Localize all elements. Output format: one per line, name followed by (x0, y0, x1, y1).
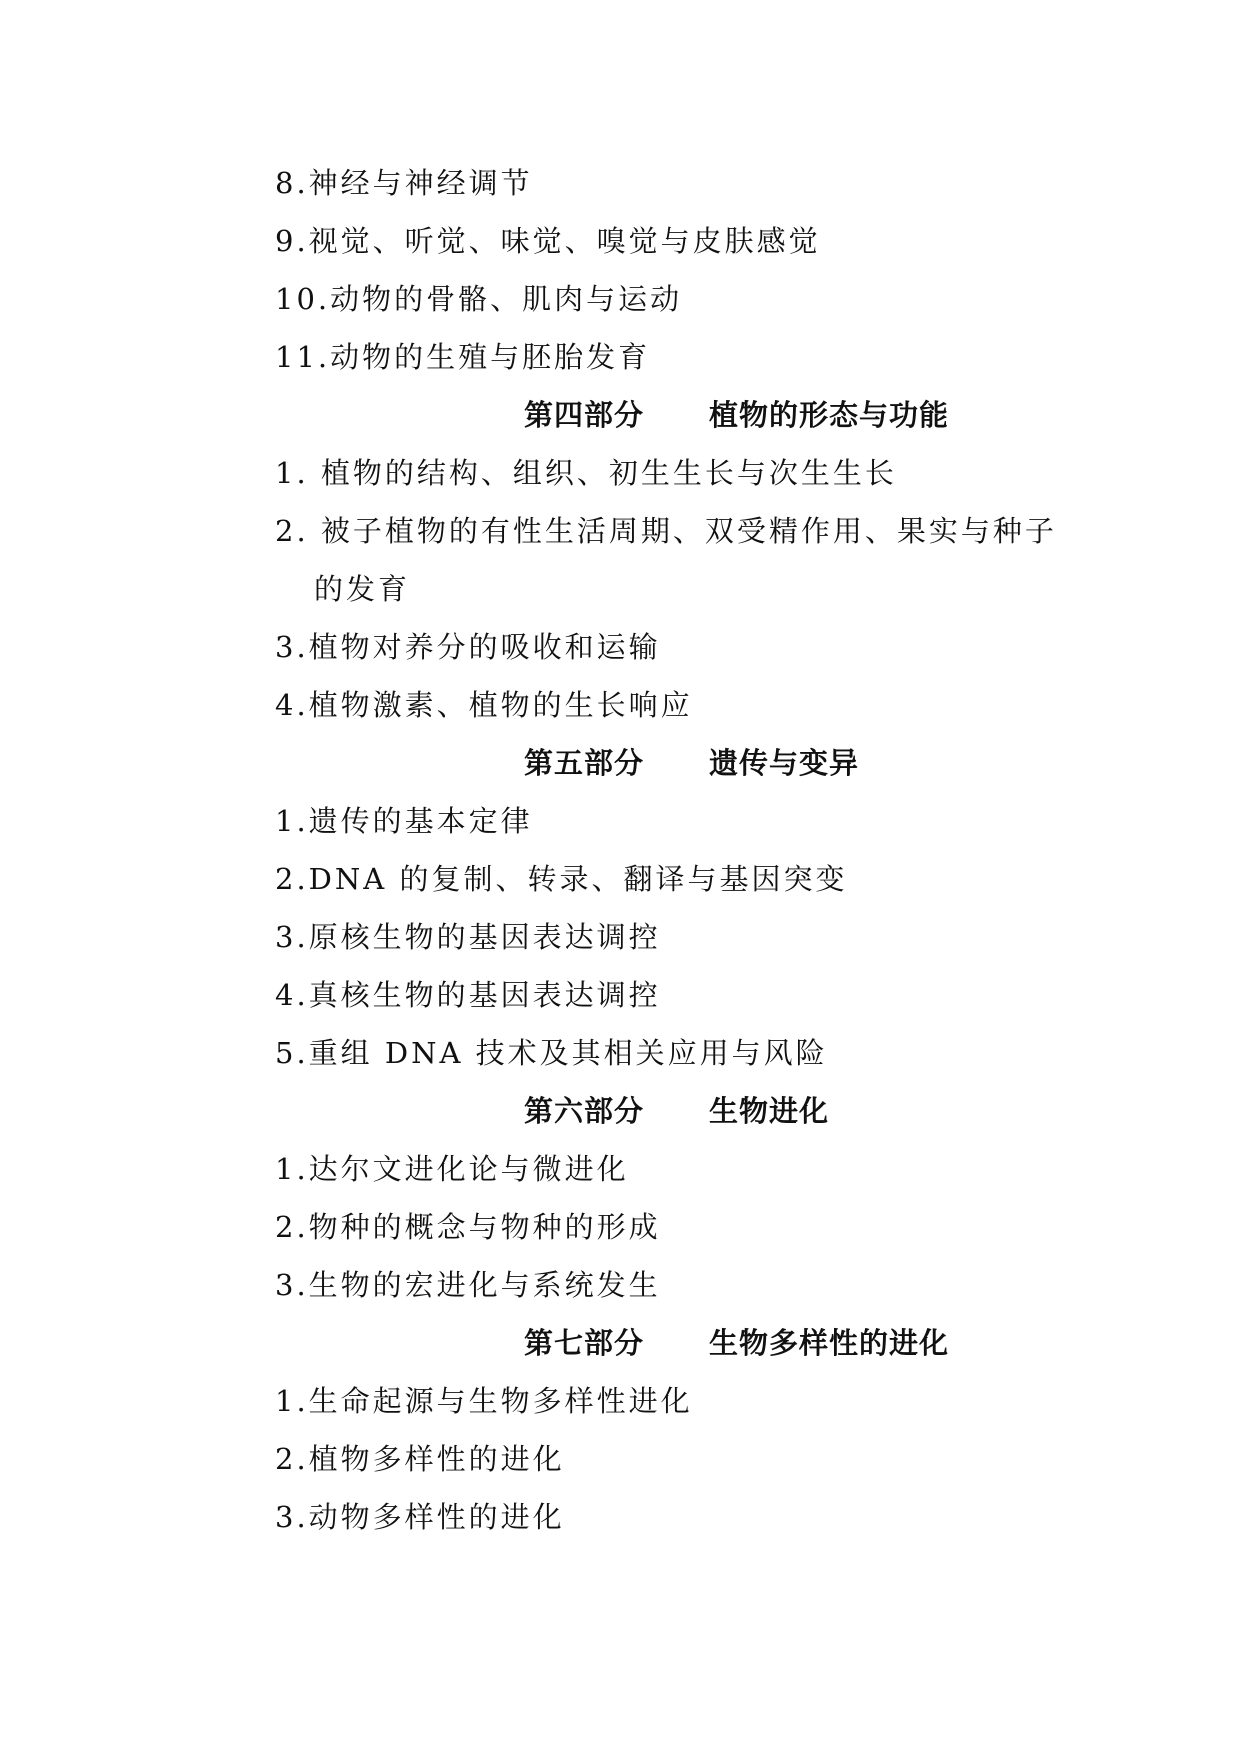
list-item: 3.原核生物的基因表达调控 (275, 920, 661, 954)
list-item: 2. 被子植物的有性生活周期、双受精作用、果实与种子 (275, 514, 1057, 548)
list-item: 4.植物激素、植物的生长响应 (275, 688, 693, 722)
list-item: 3.动物多样性的进化 (275, 1500, 565, 1534)
list-item: 3.生物的宏进化与系统发生 (275, 1268, 661, 1302)
list-item: 1. 植物的结构、组织、初生生长与次生生长 (275, 456, 897, 490)
list-item: 9.视觉、听觉、味觉、嗅觉与皮肤感觉 (275, 224, 821, 258)
section-title: 遗传与变异 (709, 746, 860, 780)
list-item: 2.DNA 的复制、转录、翻译与基因突变 (275, 862, 848, 896)
list-item: 1.达尔文进化论与微进化 (275, 1152, 629, 1186)
list-item: 4.真核生物的基因表达调控 (275, 978, 661, 1012)
list-item: 2.植物多样性的进化 (275, 1442, 565, 1476)
list-item: 2.物种的概念与物种的形成 (275, 1210, 661, 1244)
section-heading-part-6 (524, 1093, 829, 1129)
section-number: 第七部分 (524, 1326, 645, 1360)
list-item: 1.生命起源与生物多样性进化 (275, 1384, 693, 1418)
section-title: 植物的形态与功能 (709, 398, 950, 432)
section-title: 生物多样性的进化 (709, 1326, 950, 1360)
list-item: 5.重组 DNA 技术及其相关应用与风险 (275, 1036, 828, 1070)
section-number: 第六部分 (524, 1094, 645, 1128)
section-number: 第四部分 (524, 398, 645, 432)
list-item: 10.动物的骨骼、肌肉与运动 (275, 282, 683, 316)
section-heading-part-7 (524, 1325, 949, 1361)
section-number: 第五部分 (524, 746, 645, 780)
list-item-continuation: 的发育 (314, 572, 411, 606)
list-item: 1.遗传的基本定律 (275, 804, 533, 838)
list-item: 11.动物的生殖与胚胎发育 (275, 340, 651, 374)
list-item: 8.神经与神经调节 (275, 166, 533, 200)
list-item: 3.植物对养分的吸收和运输 (275, 630, 661, 664)
section-heading-part-4 (524, 397, 949, 433)
section-heading-part-5 (524, 745, 859, 781)
section-title: 生物进化 (709, 1094, 830, 1128)
